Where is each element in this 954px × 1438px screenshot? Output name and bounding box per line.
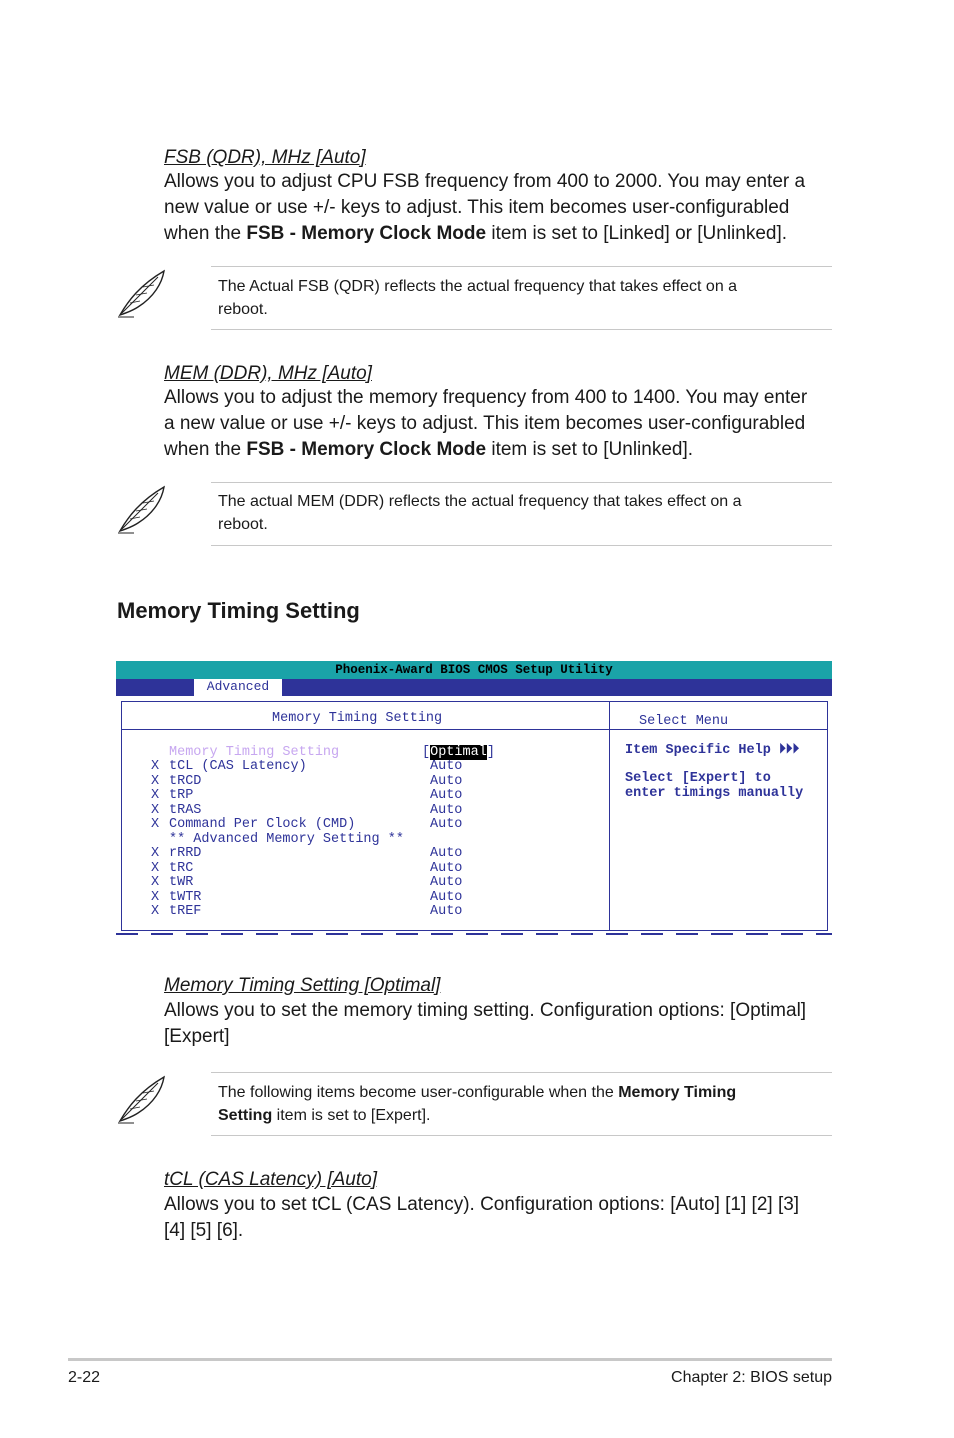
- mem-note-line-2: reboot.: [218, 516, 268, 533]
- note-top-rule: [211, 1072, 832, 1073]
- bios-bottom-dashed-line: [116, 933, 832, 935]
- bios-help-title: Select Menu: [639, 714, 729, 729]
- bios-row-label: tRAS: [169, 802, 202, 818]
- bios-row-disabled-mark: X: [151, 875, 160, 890]
- fsb-description-line-2: new value or use +/- keys to adjust. This item becomes user-configurabled: [164, 197, 790, 218]
- fsb-mode-bold: FSB - Memory Clock Mode: [246, 223, 487, 244]
- mem-text-post: item is set to [Unlinked].: [486, 439, 694, 460]
- page-number: 2-22: [68, 1369, 101, 1386]
- bios-row-label: rRRD: [169, 846, 202, 861]
- mts-description-line-1: Allows you to set the memory timing setting. Configuration options: [Optimal]: [164, 1000, 807, 1021]
- section-heading: Memory Timing Setting: [117, 598, 360, 623]
- bios-row-label: tCL (CAS Latency): [169, 759, 307, 774]
- bios-row-disabled-mark: X: [151, 904, 160, 919]
- bios-help-divider: [610, 729, 827, 730]
- bios-row-disabled-mark: X: [151, 773, 160, 789]
- bios-row-disabled-mark: X: [151, 788, 160, 803]
- mts-note-bold-2: Setting: [218, 1107, 273, 1124]
- mem-mode-bold: FSB - Memory Clock Mode: [246, 439, 487, 460]
- mem-item-title: MEM (DDR), MHz [Auto]: [164, 363, 372, 384]
- mem-description-line-1: Allows you to adjust the memory frequency from 400 to 1400. You may enter: [164, 387, 808, 408]
- bios-help-heading: [625, 742, 799, 758]
- bios-row-label: tRCD: [169, 773, 202, 789]
- fsb-note: [218, 275, 737, 321]
- bios-selected-value[interactable]: [Optimal]: [422, 745, 495, 760]
- bios-help-line-1: Select [Expert] to: [625, 771, 771, 786]
- bios-settings-list: [122, 760, 609, 920]
- tcl-item-title: tCL (CAS Latency) [Auto]: [164, 1169, 377, 1190]
- tcl-description-line-1: Allows you to set tCL (CAS Latency). Configuration options: [Auto] [1] [2] [3]: [164, 1194, 800, 1215]
- note-top-rule: [211, 266, 832, 267]
- bios-row-disabled-mark: X: [151, 860, 160, 876]
- bios-row-disabled-mark: X: [151, 759, 160, 774]
- bios-row-value: Auto: [430, 773, 463, 789]
- bios-screen: [116, 661, 832, 943]
- bios-help-heading-text: Item Specific Help: [625, 743, 771, 758]
- chapter-label: Chapter 2: BIOS setup: [671, 1369, 832, 1386]
- bios-selected-value-text[interactable]: Optimal: [430, 745, 487, 760]
- bios-row-value: Auto: [430, 846, 463, 861]
- bios-selected-label[interactable]: Memory Timing Setting: [169, 745, 340, 760]
- bios-row-disabled-mark: X: [151, 817, 160, 832]
- bios-row-label: tWTR: [169, 889, 202, 905]
- bios-row-label: tREF: [169, 904, 202, 919]
- fsb-text-post: item is set to [Linked] or [Unlinked].: [486, 223, 788, 244]
- bios-help-panel: [609, 701, 828, 931]
- note-bottom-rule: [211, 329, 832, 330]
- mem-description: [164, 385, 844, 463]
- bios-tab-advanced[interactable]: Advanced: [194, 679, 282, 696]
- bios-row-value: Auto: [430, 759, 463, 774]
- mem-note-line-1: The actual MEM (DDR) reflects the actual frequency that takes effect on a: [218, 493, 742, 510]
- note-feather-icon: [114, 267, 170, 319]
- bios-row-disabled-mark: X: [151, 802, 160, 818]
- fsb-description-line-3: [164, 221, 844, 247]
- bios-row-label: ** Advanced Memory Setting **: [169, 831, 404, 847]
- fsb-description-line-1: Allows you to adjust CPU FSB frequency from 400 to 2000. You may enter a: [164, 171, 806, 192]
- bios-menu-bar: [116, 679, 832, 696]
- mts-note-text-pre: The following items become user-configurable when the: [218, 1084, 619, 1101]
- note-bottom-rule: [211, 545, 832, 546]
- fsb-note-line-1: The Actual FSB (QDR) reflects the actual frequency that takes effect on a: [218, 278, 738, 295]
- bios-row-value: Auto: [430, 889, 463, 905]
- footer-rule: [68, 1358, 832, 1361]
- mem-text-pre: when the: [164, 439, 247, 460]
- tcl-description-line-2: [4] [5] [6].: [164, 1220, 244, 1241]
- fsb-text-pre: when the: [164, 223, 247, 244]
- note-bottom-rule: [211, 1135, 832, 1136]
- triple-arrow-icon: ⏵⏵⏵: [778, 743, 800, 758]
- mts-item-title: Memory Timing Setting [Optimal]: [164, 975, 441, 996]
- mts-note-bold-1: Memory Timing: [618, 1084, 737, 1101]
- bios-row-value: Auto: [430, 817, 463, 832]
- mts-note-line-1: [218, 1081, 736, 1104]
- mts-description-line-2: [Expert]: [164, 1026, 230, 1047]
- mem-note: [218, 490, 742, 536]
- bios-row-label: tRC: [169, 860, 194, 876]
- bios-row-value: Auto: [430, 875, 463, 890]
- bios-help-line-2: enter timings manually: [625, 786, 804, 801]
- mts-note-line-2: [218, 1104, 736, 1127]
- bios-row-label: Command Per Clock (CMD): [169, 817, 356, 832]
- mem-description-line-3: [164, 437, 844, 463]
- mts-note-text-post: item is set to [Expert].: [272, 1107, 431, 1124]
- fsb-note-line-2: reboot.: [218, 301, 268, 318]
- bios-row-value: Auto: [430, 904, 463, 919]
- bios-panel-divider: [122, 729, 609, 730]
- bios-row-value: Auto: [430, 788, 463, 803]
- bios-row-label: tRP: [169, 788, 194, 803]
- mts-note: [218, 1081, 736, 1127]
- bios-panel-title: Memory Timing Setting: [272, 711, 443, 726]
- note-top-rule: [211, 482, 832, 483]
- note-feather-icon: [114, 1073, 170, 1125]
- fsb-item-title: FSB (QDR), MHz [Auto]: [164, 147, 366, 168]
- mem-description-line-2: a new value or use +/- keys to adjust. This item becomes user-configurabled: [164, 413, 806, 434]
- tcl-description: [164, 1192, 844, 1244]
- bios-row-value: Auto: [430, 802, 463, 818]
- bios-settings-panel: [121, 701, 610, 931]
- bios-title-bar: Phoenix-Award BIOS CMOS Setup Utility: [116, 661, 832, 679]
- mts-description: [164, 998, 844, 1050]
- bios-row-disabled-mark: X: [151, 846, 160, 861]
- note-feather-icon: [114, 483, 170, 535]
- fsb-description: [164, 169, 844, 247]
- bios-row-value: Auto: [430, 860, 463, 876]
- bios-row-label: tWR: [169, 875, 194, 890]
- bios-row-disabled-mark: X: [151, 889, 160, 905]
